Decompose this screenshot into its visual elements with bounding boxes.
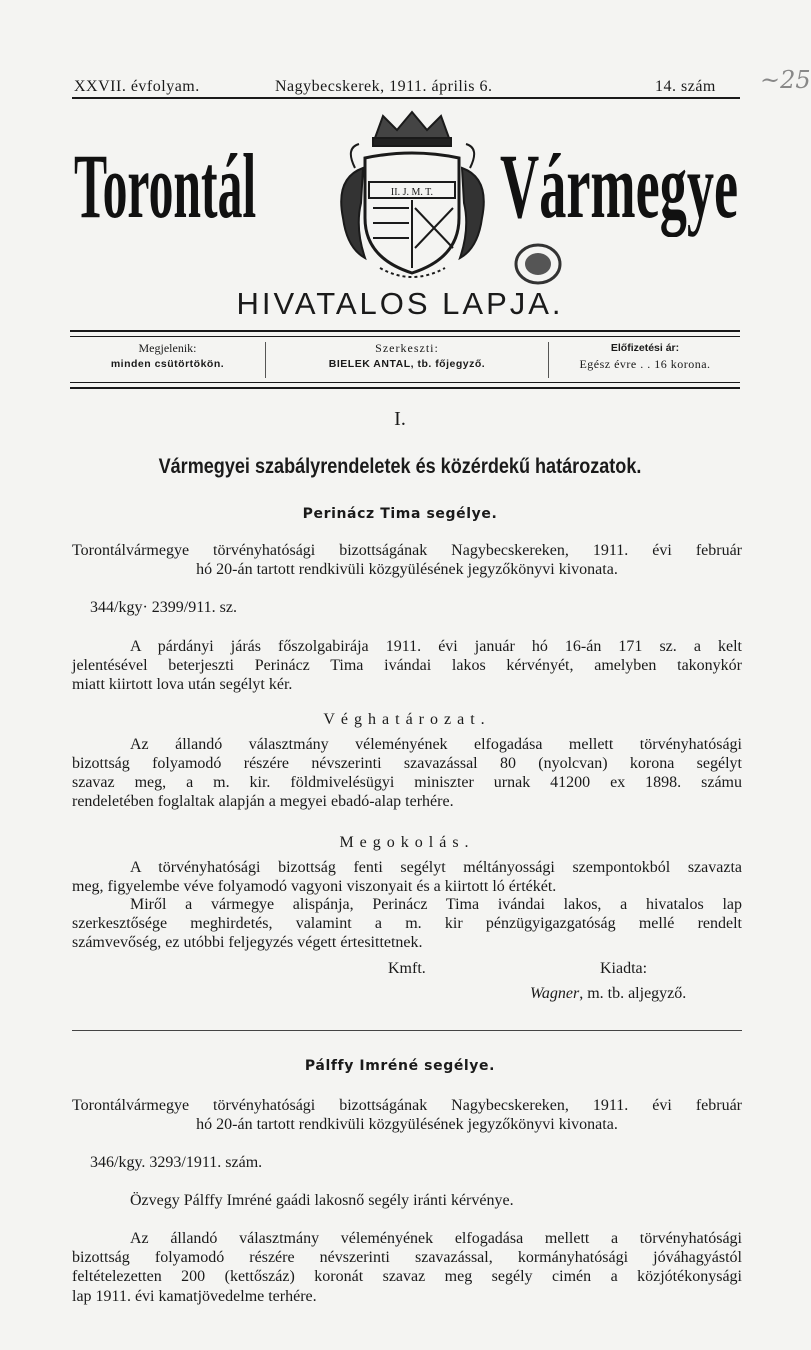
section-title: Vármegyei szabályrendeletek és közérdekű határozatok. <box>158 455 642 478</box>
volume-label: XXVII. évfolyam. <box>74 78 200 95</box>
issue-number: 14. szám <box>655 78 716 95</box>
paragraph-line: meg, figyelembe véve folyamodó vagyoni viszonyait és a kiirtott ló értékét. <box>72 878 557 895</box>
paragraph-line: bizottság folyamodó részére névszerinti szavazással, kormányhatósági jóváhagyástól <box>72 1249 742 1266</box>
coat-of-arms <box>325 108 500 288</box>
library-stamp <box>512 240 564 288</box>
info-editor <box>266 340 548 380</box>
kmft-label: Kmft. <box>388 960 426 977</box>
section-number: I. <box>394 408 406 430</box>
info-label: Szerkeszti: <box>375 341 439 355</box>
paragraph-line: Miről a vármegye alispánja, Perinácz Tima ivándai lakos, a hivatalos lap <box>130 896 742 913</box>
reference-number: 346/kgy. 3293/1911. szám. <box>90 1154 263 1171</box>
paragraph-line: szavaz meg, a m. kir. földmivelésügyi miniszter urnak 41200 ex 1898. számu <box>72 774 742 791</box>
info-publication <box>70 340 265 380</box>
signer-name: Wagner <box>530 985 580 1002</box>
place-date: Nagybecskerek, 1911. április 6. <box>275 78 493 95</box>
paragraph-line: lap 1911. évi kamatjövedelme terhére. <box>72 1288 317 1305</box>
paragraph-line: rendeletében foglaltak alapján a megyei ebadó-alap terhére. <box>72 793 454 810</box>
stamp-icon <box>512 240 564 288</box>
paragraph-line: miatt kiirtott lova után segélyt kér. <box>72 676 293 693</box>
masthead-rule <box>72 97 740 99</box>
signature-line <box>530 984 686 1004</box>
reference-number: 344/kgy· 2399/911. sz. <box>90 599 237 616</box>
issued-by-label: Kiadta: <box>600 960 648 977</box>
handwritten-note: ~25 <box>760 66 811 94</box>
paragraph-line: Az állandó választmány véleményének elfogadása mellett a törvényhatósági <box>130 1230 742 1247</box>
info-value: BIELEK ANTAL, tb. főjegyző. <box>328 358 486 370</box>
paragraph-line: Az állandó választmány véleményének elfogadása mellett törvényhatósági <box>130 736 742 753</box>
decision-heading: Véghatározat. <box>323 711 491 728</box>
intro-line: hó 20-án tartott rendkivüli közgyülésének jegyzőkönyvi kivonata. <box>196 561 618 578</box>
paragraph-line: A párdányi járás főszolgabirája 1911. évi január hó 16-án 171 sz. a kelt <box>130 638 742 655</box>
article1-title: Perinácz Tima segélye. <box>302 506 498 522</box>
reason-heading: Megokolás. <box>339 834 475 851</box>
arms-inscription: II. J. M. T. <box>390 187 434 198</box>
info-value: Egész évre . . 16 korona. <box>579 357 711 371</box>
paragraph-line: számvevőség, ez utóbbi feljegyzés végett értesittetnek. <box>72 934 423 951</box>
info-label: Megjelenik: <box>138 341 197 355</box>
paragraph-line: feltételezetten 200 (kettőszáz) koronát szavaz meg segély cimén a közjótékonysági <box>72 1268 742 1285</box>
paragraph-line: szerkesztősége meghirdetés, valamint a m. kir pénzügyigazgatóság mellé rendelt <box>72 915 742 932</box>
subject-line: Özvegy Pálffy Imréné gaádi lakosnő segély iránti kérvénye. <box>130 1192 514 1209</box>
intro-line: Torontálvármegye törvényhatósági bizottságának Nagybecskereken, 1911. évi február <box>72 1097 742 1114</box>
article-divider <box>72 1030 742 1031</box>
info-rule-bottom-thin <box>70 382 740 383</box>
info-value: minden csütörtökön. <box>110 358 225 370</box>
info-rule-top-thin <box>70 336 740 337</box>
info-rule-bottom <box>70 387 740 389</box>
signer-title: , m. tb. aljegyző. <box>579 985 687 1002</box>
title-left: Torontál <box>74 135 257 237</box>
subtitle: HIVATALOS LAPJA. <box>236 286 564 321</box>
title-right: Vármegye <box>500 135 739 237</box>
intro-line: hó 20-án tartott rendkivüli közgyülésének jegyzőkönyvi kivonata. <box>196 1116 618 1133</box>
info-subscription <box>549 340 741 380</box>
paragraph-line: jelentésével beterjeszti Perinácz Tima ivándai lakos kérvényét, amelyben takonykór <box>72 657 742 674</box>
info-rule-top <box>70 330 740 332</box>
intro-line: Torontálvármegye törvényhatósági bizottságának Nagybecskereken, 1911. évi február <box>72 542 742 559</box>
paragraph-line: A törvényhatósági bizottság fenti segélyt méltányossági szempontokból szavazta <box>130 859 742 876</box>
paragraph-line: bizottság folyamodó részére névszerinti szavazással 80 (nyolcvan) korona segélyt <box>72 755 742 772</box>
info-label: Előfizetési ár: <box>610 342 680 354</box>
article2-title: Pálffy Imréné segélye. <box>304 1058 496 1074</box>
coat-of-arms-icon <box>325 108 500 288</box>
